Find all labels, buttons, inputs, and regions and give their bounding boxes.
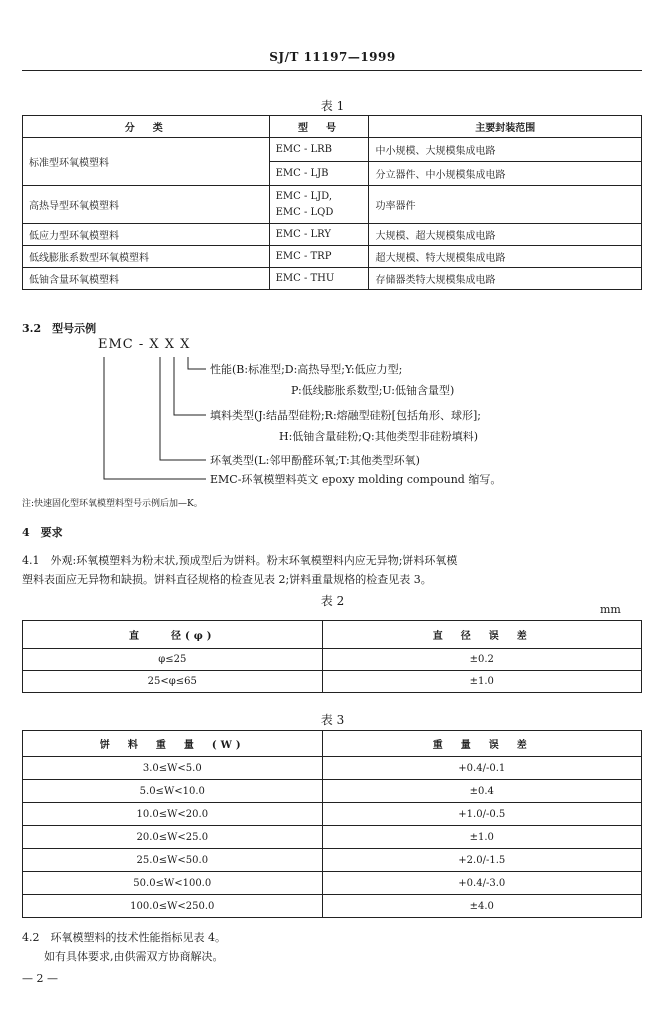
table3-header-error: 重 量 误 差 — [322, 731, 641, 757]
model-code: EMC - X X X — [98, 337, 191, 352]
code-filler-line: 填料类型(J:结晶型硅粉;R:熔融型硅粉[包括角形、球形]; — [210, 409, 481, 422]
section-3-2-title: 3.2 型号示例 — [22, 322, 97, 335]
table3-weight: 10.0≤W<20.0 — [23, 803, 323, 826]
table1-scope: 功率器件 — [369, 186, 642, 224]
table1-scope: 分立器件、中小规模集成电路 — [369, 162, 642, 186]
table1-category: 低铀含量环氧模塑料 — [23, 268, 270, 290]
table1-model-cell — [269, 186, 369, 224]
table3-error: ±0.4 — [322, 780, 641, 803]
table3-error: +0.4/-0.1 — [322, 757, 641, 780]
code-epoxy-line: 环氧类型(L:邻甲酚醛环氧;T:其他类型环氧) — [210, 454, 420, 467]
table2-diameter: φ≤25 — [23, 649, 323, 671]
table3-error: +1.0/-0.5 — [322, 803, 641, 826]
table-row — [23, 872, 642, 895]
table1-header-row — [23, 116, 642, 138]
table3-header-row — [23, 731, 642, 757]
section-4-2-line-2: 如有具体要求,由供需双方协商解决。 — [44, 950, 224, 963]
table2-caption: 表 2 — [320, 594, 345, 608]
table3-weight: 100.0≤W<250.0 — [23, 895, 323, 918]
table1-category: 低线膨胀系数型环氧模塑料 — [23, 246, 270, 268]
header-rule — [22, 70, 642, 71]
table-row — [23, 849, 642, 872]
table1-model: EMC - LRB — [269, 138, 369, 162]
table3-weight: 3.0≤W<5.0 — [23, 757, 323, 780]
table3-weight: 25.0≤W<50.0 — [23, 849, 323, 872]
table1-model: EMC - LJD, — [275, 190, 332, 202]
table2-diameter: 25<φ≤65 — [23, 671, 323, 693]
table1-header-scope: 主要封装范围 — [369, 116, 642, 138]
table1-model: EMC - THU — [269, 268, 369, 290]
standard-code: SJ/T 11197—1999 — [269, 50, 396, 64]
section-3-2-note: 注:快速固化型环氧模塑料型号示例后加—K。 — [22, 499, 203, 509]
section-4-1-line-1: 4.1 外观:环氧模塑料为粉末状,预成型后为饼料。粉末环氧模塑料内应无异物;饼料环氧模 — [22, 554, 458, 567]
table-row — [23, 895, 642, 918]
table3-weight: 50.0≤W<100.0 — [23, 872, 323, 895]
page-number: — 2 — — [22, 972, 58, 985]
table1-model-second: EMC - LQD — [275, 206, 334, 218]
table-row — [23, 757, 642, 780]
table1-model: EMC - LRY — [269, 224, 369, 246]
section-4-title: 4 要求 — [22, 526, 63, 539]
table3-caption: 表 3 — [320, 713, 345, 727]
table1-model: EMC - TRP — [269, 246, 369, 268]
table2-error: ±1.0 — [322, 671, 641, 693]
table1-header-category: 分 类 — [23, 116, 270, 138]
table3-error: +2.0/-1.5 — [322, 849, 641, 872]
table1-scope: 大规模、超大规模集成电路 — [369, 224, 642, 246]
table3 — [22, 730, 642, 918]
table2-error: ±0.2 — [322, 649, 641, 671]
code-filler-line-2: H:低铀含量硅粉;Q:其他类型非硅粉填料) — [279, 430, 479, 443]
table3-weight: 20.0≤W<25.0 — [23, 826, 323, 849]
table2-header-error: 直 径 误 差 — [322, 621, 641, 649]
table1-scope: 存储器类特大规模集成电路 — [369, 268, 642, 290]
table-row — [23, 246, 642, 268]
table-row — [23, 649, 642, 671]
code-emc-line: EMC-环氧模塑料英文 epoxy molding compound 缩写。 — [210, 473, 502, 486]
table-row — [23, 803, 642, 826]
table3-error: ±1.0 — [322, 826, 641, 849]
table-row — [23, 138, 642, 162]
section-4-1-line-2: 塑料表面应无异物和缺损。饼料直径规格的检查见表 2;饼料重量规格的检查见表 3。 — [22, 573, 432, 586]
table-row — [23, 224, 642, 246]
code-performance-line-2: P:低线膨胀系数型;U:低铀含量型) — [291, 384, 455, 397]
table-row — [23, 780, 642, 803]
table1-category: 标准型环氧模塑料 — [23, 138, 270, 186]
section-4-2-line-1: 4.2 环氧模塑料的技术性能指标见表 4。 — [22, 931, 226, 944]
table2-header-diameter: 直 径(φ) — [23, 621, 323, 649]
table-row — [23, 826, 642, 849]
table-row — [23, 186, 642, 224]
table3-weight: 5.0≤W<10.0 — [23, 780, 323, 803]
table1-model: EMC - LJB — [269, 162, 369, 186]
table1 — [22, 115, 642, 290]
code-performance-line: 性能(B:标准型;D:高热导型;Y:低应力型; — [210, 363, 403, 376]
table1-caption: 表 1 — [320, 99, 345, 113]
table2-header-row — [23, 621, 642, 649]
table3-header-weight: 饼 料 重 量 (W) — [23, 731, 323, 757]
table2 — [22, 620, 642, 693]
table1-category: 高热导型环氧模塑料 — [23, 186, 270, 224]
table1-header-model: 型 号 — [269, 116, 369, 138]
table3-error: +0.4/-3.0 — [322, 872, 641, 895]
table2-unit: mm — [600, 603, 621, 616]
table1-scope: 超大规模、特大规模集成电路 — [369, 246, 642, 268]
table-row — [23, 671, 642, 693]
model-code-diagram — [98, 335, 658, 490]
table-row — [23, 268, 642, 290]
table1-category: 低应力型环氧模塑料 — [23, 224, 270, 246]
table1-scope: 中小规模、大规模集成电路 — [369, 138, 642, 162]
table3-error: ±4.0 — [322, 895, 641, 918]
